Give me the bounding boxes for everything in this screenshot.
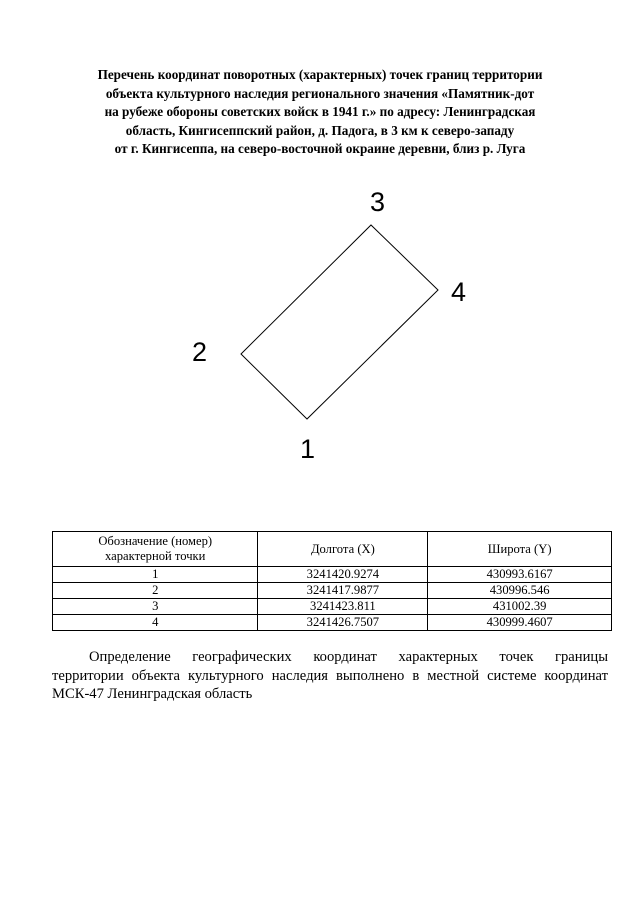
table-row [53,567,612,583]
cell-point-number: 1 [53,567,258,583]
coordinate-system-note [52,648,608,704]
point-label-4: 4 [451,277,467,307]
cell-x: 3241426.7507 [258,615,428,631]
point-label-1: 1 [300,434,316,464]
cell-y: 431002.39 [428,599,612,615]
cell-y: 430999.4607 [428,615,612,631]
table-header-row [53,532,612,567]
note-line: Определение географических координат характерных точек границы [89,649,608,665]
title-line: область, Кингисеппский район, д. Падога, в 3 км к северо-западу [125,122,515,138]
title-line: объекта культурного наследия регионального значения «Памятник-дот [105,85,535,101]
cell-y: 430996.546 [428,583,612,599]
cell-point-number: 3 [53,599,258,615]
cell-x: 3241420.9274 [258,567,428,583]
point-label-2: 2 [192,337,208,367]
table-row [53,615,612,631]
note-line: территории объекта культурного наследия выполнено в местной системе координат [52,667,608,684]
header-point-number [53,532,258,567]
point-label-3: 3 [370,187,386,217]
table-row [53,599,612,615]
header-longitude: Долгота (X) [258,532,428,567]
cell-y: 430993.6167 [428,567,612,583]
coordinates-table [52,531,612,631]
header-point-number-line1: Обозначение (номер) [98,534,213,548]
header-point-number-line2: характерной точки [105,549,206,563]
cell-point-number: 2 [53,583,258,599]
table-row [53,583,612,599]
cell-x: 3241423.811 [258,599,428,615]
note-line: МСК-47 Ленинградская область [52,686,253,702]
header-latitude: Широта (Y) [428,532,612,567]
title-line: от г. Кингисеппа, на северо-восточной окраине деревни, близ р. Луга [114,141,526,157]
territory-boundary-polygon [241,225,438,419]
cell-point-number: 4 [53,615,258,631]
title-line: Перечень координат поворотных (характерных) точек границ территории [97,67,543,82]
cell-x: 3241417.9877 [258,583,428,599]
title-line: на рубеже обороны советских войск в 1941 г.» по адресу: Ленинградская [104,104,536,120]
